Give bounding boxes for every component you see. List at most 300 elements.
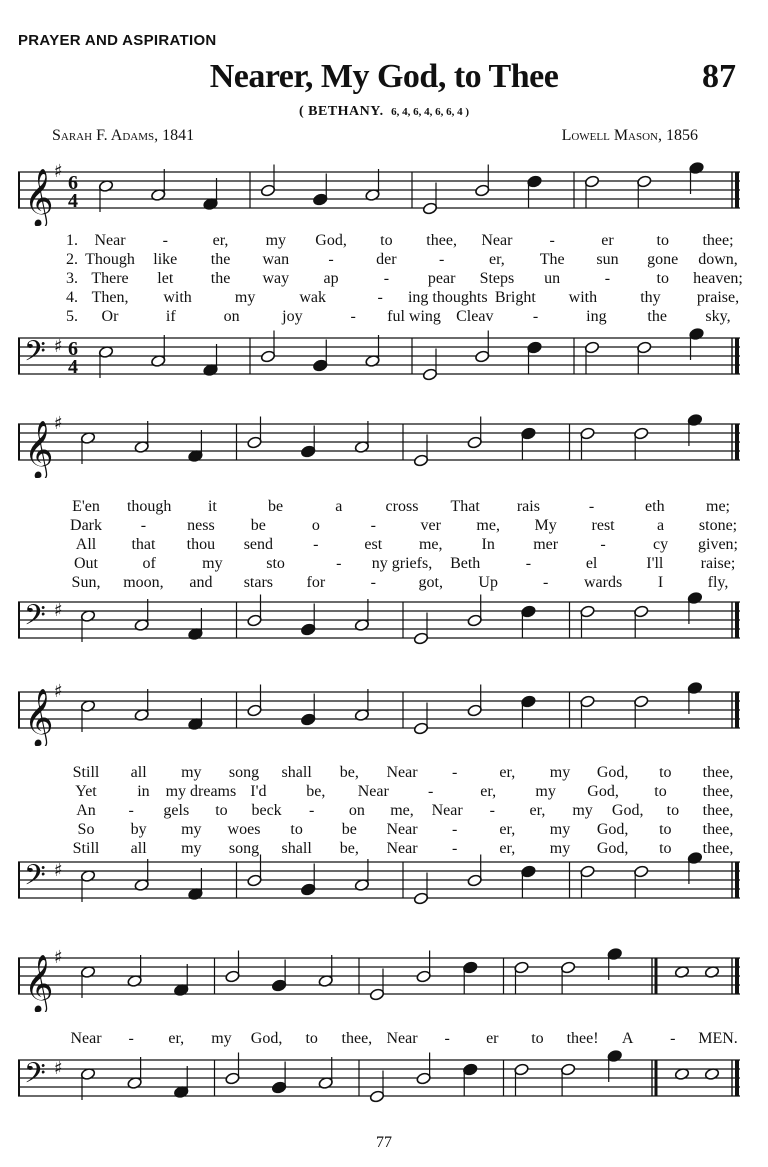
lyric-syllable: to (305, 1030, 318, 1047)
lyric-syllable: for (306, 574, 326, 591)
lyric-syllable: est (364, 536, 383, 553)
lyric-syllable: shall (281, 840, 312, 857)
lyric-syllable: - (377, 289, 383, 306)
lyric-syllable: thee; (702, 232, 734, 249)
lyric-syllable: song (228, 764, 260, 781)
notehead (584, 175, 599, 188)
lyric-syllable: - (128, 802, 134, 819)
lyric-syllable: - (162, 232, 168, 249)
lyric-line (18, 764, 740, 782)
time-signature-bottom: 4 (68, 356, 78, 378)
notehead (527, 175, 542, 188)
lyrics-block (18, 498, 740, 594)
lyric-syllable: raise; (700, 555, 736, 572)
bass-clef-icon: 𝄢 (24, 599, 46, 639)
notehead (634, 865, 649, 878)
lyric-syllable: der (376, 251, 397, 268)
lyric-syllable: er, (499, 840, 516, 857)
treble-staff-drawing (18, 412, 740, 478)
lyric-syllable: Near (94, 232, 126, 249)
treble-staff (18, 946, 740, 1012)
lyric-syllable: un (544, 270, 561, 287)
notehead (301, 713, 316, 726)
lyric-syllable: That (450, 498, 480, 515)
lyric-syllable: to (656, 270, 669, 287)
lyric-syllable: to (290, 821, 303, 838)
lyric-syllable: thee, (702, 840, 734, 857)
lyric-syllable: el (585, 555, 598, 572)
lyric-syllable: MEN. (698, 1030, 738, 1047)
lyric-syllable: Near (70, 1030, 102, 1047)
tune-name: ( BETHANY. (298, 104, 384, 119)
lyric-syllable: ny griefs, (371, 555, 433, 572)
lyric-syllable: God, (250, 1030, 283, 1047)
lyric-syllable: - (670, 1030, 676, 1047)
lyric-syllable: - (542, 574, 549, 591)
lyric-syllable: and (189, 574, 213, 591)
lyric-syllable: er (486, 1030, 499, 1047)
notehead (527, 341, 542, 354)
lyric-syllable: - (451, 764, 458, 781)
lyric-syllable: An (76, 802, 96, 819)
notehead (313, 193, 328, 206)
treble-clef-icon: 𝄞 (24, 954, 54, 1012)
bass-clef-icon: 𝄢 (24, 335, 46, 375)
lyric-syllable: - (532, 308, 539, 325)
lyric-syllable: my dreams (165, 783, 237, 800)
lyric-syllable: my (535, 783, 556, 800)
lyric-syllable: Yet (75, 783, 97, 800)
lyric-line (18, 555, 740, 573)
time-signature-bottom: 4 (68, 190, 78, 212)
verse-number: 4. (66, 289, 78, 306)
lyric-syllable: eth (645, 498, 665, 515)
sharp-key-signature-icon: ♯ (54, 336, 63, 357)
lyric-syllable: to (659, 764, 672, 781)
hymn-number: 87 (702, 58, 736, 95)
lyric-syllable: o (311, 517, 320, 534)
lyric-syllable: in (137, 783, 150, 800)
bass-staff-drawing (18, 1048, 740, 1114)
sharp-key-signature-icon: ♯ (54, 161, 63, 182)
notehead (413, 892, 428, 905)
lyric-syllable: my (181, 840, 202, 857)
lyric-syllable: All (75, 536, 97, 553)
notehead (271, 979, 286, 992)
lyric-syllable: - (370, 517, 376, 534)
notehead (467, 874, 482, 887)
notehead (514, 1063, 529, 1076)
lyric-syllable: ap (323, 270, 339, 287)
notehead (225, 1072, 240, 1085)
lyric-syllable: beck (251, 802, 282, 819)
lyric-syllable: God, (596, 821, 629, 838)
treble-clef-icon: 𝄞 (24, 420, 54, 478)
notehead (463, 1063, 478, 1076)
lyric-syllable: - (313, 536, 319, 553)
lyric-syllable: be, (339, 764, 359, 781)
lyric-syllable: moon, (123, 574, 164, 591)
lyric-syllable: with (163, 289, 192, 306)
lyric-line (18, 270, 743, 288)
bass-staff (18, 326, 740, 392)
lyric-syllable: my (549, 840, 571, 857)
lyric-syllable: er, (499, 821, 516, 838)
lyric-syllable: ing (586, 308, 607, 325)
lyric-line (18, 536, 740, 554)
composer-credit: Lowell Mason, 1856 (561, 127, 698, 144)
lyric-syllable: er (601, 232, 614, 249)
lyric-syllable: me, (476, 517, 500, 534)
lyric-syllable: sto (266, 555, 285, 572)
lyric-syllable: God, (587, 783, 619, 800)
lyric-syllable: like (153, 251, 178, 268)
lyric-line (18, 308, 740, 326)
section-heading: PRAYER AND ASPIRATION (18, 32, 217, 49)
lyric-syllable: of (142, 555, 156, 572)
lyric-syllable: wak (299, 289, 326, 306)
lyric-syllable: be (250, 517, 266, 534)
notehead (416, 1072, 431, 1085)
sharp-key-signature-icon: ♯ (54, 1058, 63, 1079)
lyric-line (18, 251, 740, 269)
bass-clef-icon: 𝄢 (24, 859, 46, 899)
lyric-syllable: Near (386, 764, 418, 781)
lyric-syllable: ful wing (387, 308, 441, 325)
lyric-syllable: Near (481, 232, 513, 249)
notehead (521, 695, 536, 708)
lyric-syllable: the (210, 270, 231, 287)
lyric-syllable: - (600, 536, 606, 553)
lyric-syllable: cross (385, 498, 419, 515)
notehead (634, 427, 649, 440)
notehead (634, 695, 649, 708)
lyric-syllable: God, (315, 232, 347, 249)
treble-staff (18, 160, 740, 226)
lyric-syllable: My (534, 517, 557, 534)
lyric-syllable: - (336, 555, 342, 572)
lyric-syllable: thee! (566, 1030, 599, 1047)
bass-staff-drawing (18, 850, 740, 916)
bass-staff (18, 1048, 740, 1114)
treble-staff (18, 680, 740, 746)
lyric-syllable: let (157, 270, 174, 287)
notehead (514, 961, 529, 974)
notehead (247, 704, 262, 717)
lyric-syllable: praise, (696, 289, 740, 306)
notehead (369, 988, 384, 1001)
lyric-syllable: to (380, 232, 393, 249)
lyric-syllable: send (243, 536, 274, 553)
lyric-syllable: fly, (707, 574, 729, 591)
sharp-key-signature-icon: ♯ (54, 860, 63, 881)
lyric-syllable: me, (390, 802, 414, 819)
bass-staff (18, 850, 740, 916)
notehead (225, 970, 240, 983)
lyric-syllable: thee, (426, 232, 457, 249)
notehead (521, 605, 536, 618)
lyric-line (18, 1030, 740, 1048)
lyric-syllable: my (181, 821, 202, 838)
lyric-syllable: Dark (70, 517, 102, 534)
lyric-syllable: Up (478, 574, 498, 591)
notehead (247, 436, 262, 449)
notehead (580, 695, 595, 708)
treble-staff-drawing (18, 946, 740, 1012)
lyric-syllable: to (215, 802, 228, 819)
lyric-syllable: er, (480, 783, 497, 800)
notehead (422, 202, 437, 215)
lyric-syllable: God, (611, 802, 644, 819)
treble-staff (18, 412, 740, 478)
lyric-syllable: Near (386, 1030, 418, 1047)
lyric-syllable: to (656, 232, 669, 249)
page-number: 77 (376, 1134, 392, 1151)
notehead (475, 184, 490, 197)
lyric-syllable: if (165, 308, 176, 325)
lyric-syllable: all (130, 840, 147, 857)
lyric-syllable: - (438, 251, 445, 268)
notehead (301, 883, 316, 896)
lyric-syllable: to (531, 1030, 544, 1047)
lyric-syllable: the (647, 308, 667, 325)
notehead (301, 623, 316, 636)
notehead (467, 436, 482, 449)
lyric-syllable: me, (418, 536, 443, 553)
lyric-syllable: - (383, 270, 390, 287)
lyric-syllable: I (657, 574, 664, 591)
lyric-syllable: - (140, 517, 147, 534)
lyric-syllable: my (202, 555, 223, 572)
lyric-syllable: thou (186, 536, 216, 553)
lyric-syllable: on (223, 308, 240, 325)
notehead (413, 454, 428, 467)
lyric-syllable: er, (529, 802, 546, 819)
bass-staff-drawing (18, 326, 740, 392)
lyric-line (18, 232, 740, 250)
lyric-syllable: thee, (702, 764, 734, 781)
notehead (413, 722, 428, 735)
lyric-syllable: to (654, 783, 667, 800)
lyric-line (18, 802, 740, 820)
lyric-syllable: thee, (702, 802, 734, 819)
lyric-syllable: pear (427, 270, 456, 287)
notehead (467, 614, 482, 627)
lyric-syllable: Near (431, 802, 463, 819)
notehead (467, 704, 482, 717)
sharp-key-signature-icon: ♯ (54, 413, 63, 434)
lyric-syllable: I'd (250, 783, 267, 800)
lyric-syllable: woes (227, 821, 261, 838)
lyric-line (18, 289, 740, 307)
lyric-syllable: stars (243, 574, 274, 591)
treble-staff-drawing (18, 160, 740, 226)
lyric-syllable: Or (101, 308, 119, 325)
lyric-line (18, 783, 740, 801)
meter: 6, 4, 6, 4, 6, 6, 4 ) (391, 106, 470, 118)
lyric-syllable: got, (418, 574, 443, 591)
lyric-syllable: - (588, 498, 595, 515)
lyric-syllable: - (350, 308, 356, 325)
lyric-syllable: Bright (494, 289, 536, 306)
verse-number: 3. (66, 270, 78, 287)
lyric-syllable: gone (647, 251, 679, 268)
lyric-syllable: - (309, 802, 315, 819)
lyric-syllable: So (77, 821, 95, 838)
lyric-syllable: be (341, 821, 357, 838)
treble-staff-drawing (18, 680, 740, 746)
lyric-syllable: Still (72, 840, 100, 857)
lyric-syllable: God, (596, 764, 629, 781)
lyric-syllable: with (568, 289, 598, 306)
notehead (301, 445, 316, 458)
lyric-syllable: way (262, 270, 290, 287)
lyric-syllable: - (489, 802, 495, 819)
verse-number: 5. (66, 308, 78, 325)
lyric-syllable: a (656, 517, 665, 534)
lyric-syllable: Out (74, 555, 98, 572)
verse-number: 2. (66, 251, 78, 268)
notehead (247, 874, 262, 887)
lyric-syllable: Then, (91, 289, 129, 306)
sharp-key-signature-icon: ♯ (54, 600, 63, 621)
time-signature-top: 6 (68, 338, 78, 360)
lyric-syllable: - (370, 574, 376, 591)
notehead (580, 427, 595, 440)
lyric-syllable: thy (640, 289, 661, 306)
lyric-syllable: - (451, 821, 458, 838)
time-signature-top: 6 (68, 172, 78, 194)
lyric-syllable: be, (339, 840, 359, 857)
lyric-syllable: Sun, (71, 574, 101, 591)
lyric-syllable: - (604, 270, 611, 287)
notehead (637, 341, 652, 354)
lyric-syllable: heaven; (693, 270, 743, 287)
lyric-syllable: ver (420, 517, 441, 534)
lyric-syllable: gels (163, 802, 190, 819)
lyric-syllable: Beth (450, 555, 481, 572)
lyric-syllable: that (131, 536, 156, 553)
sharp-key-signature-icon: ♯ (54, 947, 63, 968)
bass-staff-drawing (18, 590, 740, 656)
lyric-syllable: to (659, 821, 672, 838)
treble-clef-icon: 𝄞 (24, 168, 54, 226)
lyric-syllable: A (621, 1030, 634, 1047)
lyric-syllable: ing thoughts (407, 289, 488, 306)
notehead (637, 175, 652, 188)
lyric-syllable: to (659, 840, 672, 857)
lyric-syllable: mer (533, 536, 559, 553)
lyric-syllable: wards (583, 574, 623, 591)
lyric-syllable: my (211, 1030, 232, 1047)
lyric-syllable: er, (489, 251, 505, 268)
lyric-syllable: cy (652, 536, 669, 553)
lyric-syllable: thee, (702, 821, 734, 838)
lyric-syllable: my (234, 289, 256, 306)
bass-staff (18, 590, 740, 656)
lyric-syllable: shall (281, 764, 312, 781)
lyric-syllable: it (207, 498, 217, 515)
notehead (463, 961, 478, 974)
lyric-syllable: by (130, 821, 147, 838)
notehead (580, 605, 595, 618)
lyric-syllable: The (539, 251, 565, 268)
lyric-syllable: - (525, 555, 532, 572)
lyric-line (18, 517, 740, 535)
lyric-syllable: E'en (72, 498, 100, 515)
lyric-syllable: thee, (341, 1030, 373, 1047)
lyrics-block (18, 232, 743, 328)
notehead (521, 427, 536, 440)
sharp-key-signature-icon: ♯ (54, 681, 63, 702)
lyric-syllable: Cleav (456, 308, 494, 325)
lyric-syllable: the (210, 251, 231, 268)
lyric-syllable: - (549, 232, 555, 249)
lyric-syllable: er, (168, 1030, 185, 1047)
lyric-syllable: Near (386, 821, 418, 838)
lyric-syllable: There (91, 270, 129, 287)
lyric-syllable: be, (306, 783, 326, 800)
lyric-syllable: Still (72, 764, 100, 781)
lyric-syllable: all (130, 764, 147, 781)
notehead (580, 865, 595, 878)
lyric-syllable: - (128, 1030, 134, 1047)
lyric-syllable: rais (516, 498, 540, 515)
notehead (271, 1081, 286, 1094)
notehead (560, 1063, 575, 1076)
verse-number: 1. (66, 232, 78, 249)
notehead (260, 350, 275, 363)
lyric-syllable: rest (591, 517, 615, 534)
lyric-syllable: I'll (646, 555, 664, 572)
lyric-syllable: my (549, 821, 571, 838)
lyric-syllable: song (228, 840, 260, 857)
notehead (369, 1090, 384, 1103)
lyric-syllable: - (451, 840, 458, 857)
lyric-syllable: me; (706, 498, 730, 515)
lyric-syllable: my (549, 764, 571, 781)
lyric-syllable: given; (698, 536, 738, 553)
lyric-syllable: to (666, 802, 680, 819)
notehead (584, 341, 599, 354)
lyric-syllable: Near (386, 840, 418, 857)
lyric-syllable: sun (596, 251, 619, 268)
lyric-syllable: Steps (479, 270, 515, 287)
hymn-title: Nearer, My God, to Thee (209, 58, 559, 95)
lyric-syllable: In (481, 536, 495, 553)
notehead (416, 970, 431, 983)
lyric-syllable: my (572, 802, 593, 819)
lyric-syllable: er, (212, 232, 229, 249)
lyric-syllable: God, (596, 840, 629, 857)
lyric-syllable: ness (187, 517, 215, 534)
notehead (313, 359, 328, 372)
lyrics-block (18, 1030, 740, 1050)
lyric-line (18, 821, 740, 839)
notehead (634, 605, 649, 618)
lyric-syllable: a (335, 498, 343, 515)
lyric-syllable: my (181, 764, 202, 781)
notehead (560, 961, 575, 974)
lyric-syllable: - (444, 1030, 450, 1047)
tune-line (0, 104, 768, 120)
lyric-syllable: stone; (698, 517, 738, 534)
notehead (475, 350, 490, 363)
notehead (260, 184, 275, 197)
author-credit: Sarah F. Adams, 1841 (52, 127, 195, 144)
lyrics-block (18, 764, 740, 860)
lyric-syllable: though (126, 498, 172, 515)
